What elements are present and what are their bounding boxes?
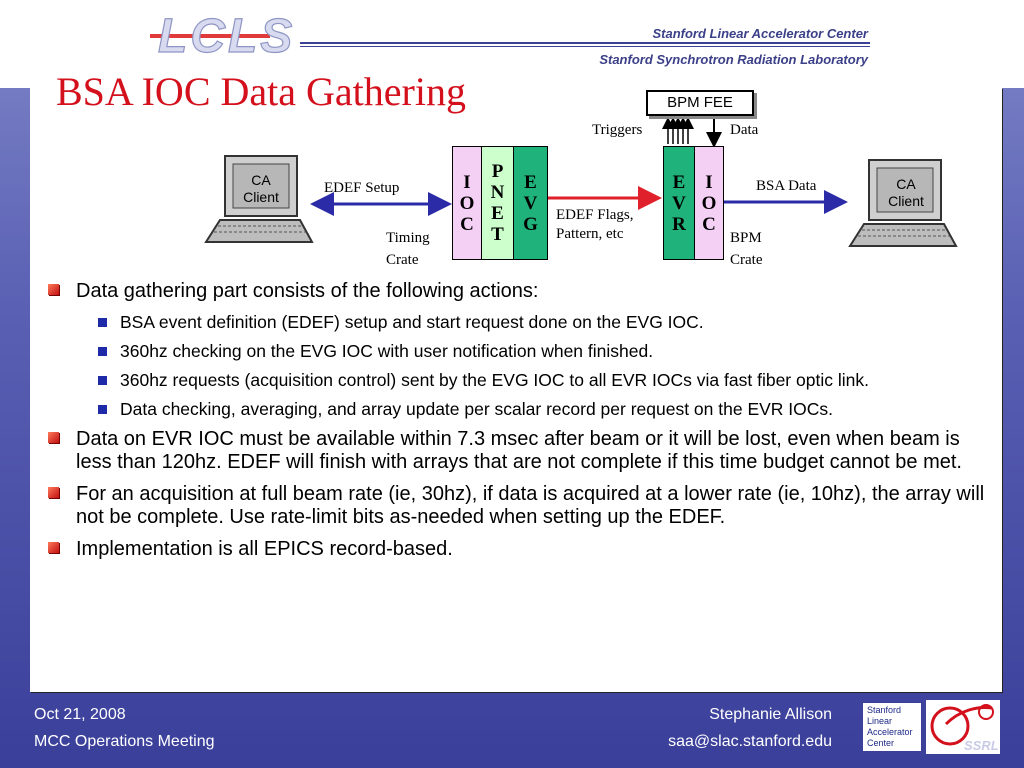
- triggers-arrows: [668, 120, 688, 144]
- evg-letter: E: [524, 171, 537, 193]
- slac-logo-line: Accelerator: [867, 727, 913, 737]
- pnet-letter: P: [491, 161, 504, 182]
- bullet-marker-icon: [48, 487, 59, 498]
- bullet-text: For an acquisition at full beam rate (ie, 30hz), if data is acquired at a lower rate (ie, 10hz), the array will not be complete. Use rate-limit bits as-needed when setting up the EDEF.: [76, 483, 985, 528]
- bullet-item: [46, 280, 996, 303]
- evr-letter: V: [672, 192, 686, 214]
- ioc-right-letter: C: [702, 213, 716, 235]
- footer-author: Stephanie Allison: [709, 706, 832, 723]
- sub-bullet-text: 360hz requests (acquisition control) sent by the EVG IOC to all EVR IOCs via fast fiber optic link.: [120, 370, 869, 390]
- timing-crate-label-2: Crate: [386, 252, 419, 268]
- bullet-marker-icon: [48, 542, 59, 553]
- sub-bullet-item: [46, 399, 996, 419]
- timing-crate-label-1: Timing: [386, 230, 430, 246]
- edef-flags-label-1: EDEF Flags,: [556, 207, 634, 223]
- bullet-text: Data on EVR IOC must be available within 7.3 msec after beam or it will be lost, even when beam is less than 120hz. EDEF will finish with arrays that are not complete if this time budget cannot be met.: [76, 428, 962, 473]
- edef-setup-label: EDEF Setup: [324, 180, 400, 196]
- data-label: Data: [730, 122, 759, 138]
- sub-bullet-marker-icon: [98, 376, 107, 385]
- bpm-crate-label-1: BPM: [730, 230, 762, 246]
- evg-letter: V: [523, 192, 538, 214]
- sub-bullet-text: 360hz checking on the EVG IOC with user notification when finished.: [120, 341, 654, 361]
- sub-bullet-marker-icon: [98, 318, 107, 327]
- ssrl-mark: SSRL: [964, 738, 999, 753]
- institution-ssrl: Stanford Synchrotron Radiation Laboratory: [599, 52, 868, 67]
- ioc-left-letter: I: [463, 171, 471, 193]
- bpm-fee-box: BPM FEE: [646, 90, 754, 116]
- bullet-marker-icon: [48, 284, 59, 295]
- footer-email: saa@slac.stanford.edu: [668, 733, 832, 750]
- triggers-label: Triggers: [592, 122, 643, 138]
- footer-date: Oct 21, 2008: [34, 706, 126, 723]
- bullet-list: [46, 280, 996, 570]
- institution-slac: Stanford Linear Accelerator Center: [652, 26, 868, 41]
- logo-text: LCLS: [158, 10, 295, 63]
- bullet-item: [46, 428, 996, 474]
- bullet-marker-icon: [48, 432, 59, 443]
- ioc-right-box: [694, 146, 724, 260]
- bullet-text: Implementation is all EPICS record-based.: [76, 538, 453, 560]
- slac-logo-line: Stanford: [867, 705, 902, 715]
- right-client-line-1: CA: [896, 176, 916, 192]
- footer-meeting: MCC Operations Meeting: [34, 733, 215, 750]
- bsa-diagram: [0, 0, 1024, 280]
- sub-bullet-marker-icon: [98, 405, 107, 414]
- ioc-right-letter: I: [705, 171, 713, 193]
- evg-box: [513, 146, 548, 260]
- evg-letter: G: [523, 213, 538, 235]
- sub-bullet-item: [46, 370, 996, 390]
- sub-bullet-text: Data checking, averaging, and array update per scalar record per request on the EVR IOCs.: [120, 399, 834, 419]
- bullet-text: Data gathering part consists of the following actions:: [76, 280, 539, 302]
- pnet-box: [481, 146, 514, 260]
- evr-box: [663, 146, 695, 260]
- slac-logo-line: Center: [867, 738, 895, 748]
- pnet-letter: T: [491, 224, 504, 245]
- slide-title: BSA IOC Data Gathering: [56, 69, 466, 114]
- bullet-item: [46, 538, 996, 561]
- evr-letter: R: [672, 213, 686, 235]
- edef-flags-label-2: Pattern, etc: [556, 226, 624, 242]
- ioc-right-letter: O: [701, 192, 717, 214]
- bpm-crate-label-2: Crate: [730, 252, 763, 268]
- left-client-line-1: CA: [251, 172, 271, 188]
- ssrl-logo: [926, 700, 1000, 754]
- sub-bullet-text: BSA event definition (EDEF) setup and start request done on the EVG IOC.: [120, 312, 704, 332]
- bullet-item: [46, 483, 996, 529]
- slac-logo-line: Linear: [867, 716, 893, 726]
- ioc-left-letter: C: [460, 213, 474, 235]
- bsa-data-label: BSA Data: [756, 178, 817, 194]
- pnet-letter: E: [491, 203, 504, 224]
- left-client-line-2: Client: [243, 189, 279, 205]
- slac-logo: [862, 702, 922, 752]
- evr-letter: E: [672, 171, 686, 193]
- sub-bullet-item: [46, 341, 996, 361]
- right-client-line-2: Client: [888, 193, 924, 209]
- ioc-left-letter: O: [459, 192, 475, 214]
- sub-bullet-marker-icon: [98, 347, 107, 356]
- sub-bullet-item: [46, 312, 996, 332]
- pnet-letter: N: [490, 182, 505, 203]
- ioc-left-box: [452, 146, 482, 260]
